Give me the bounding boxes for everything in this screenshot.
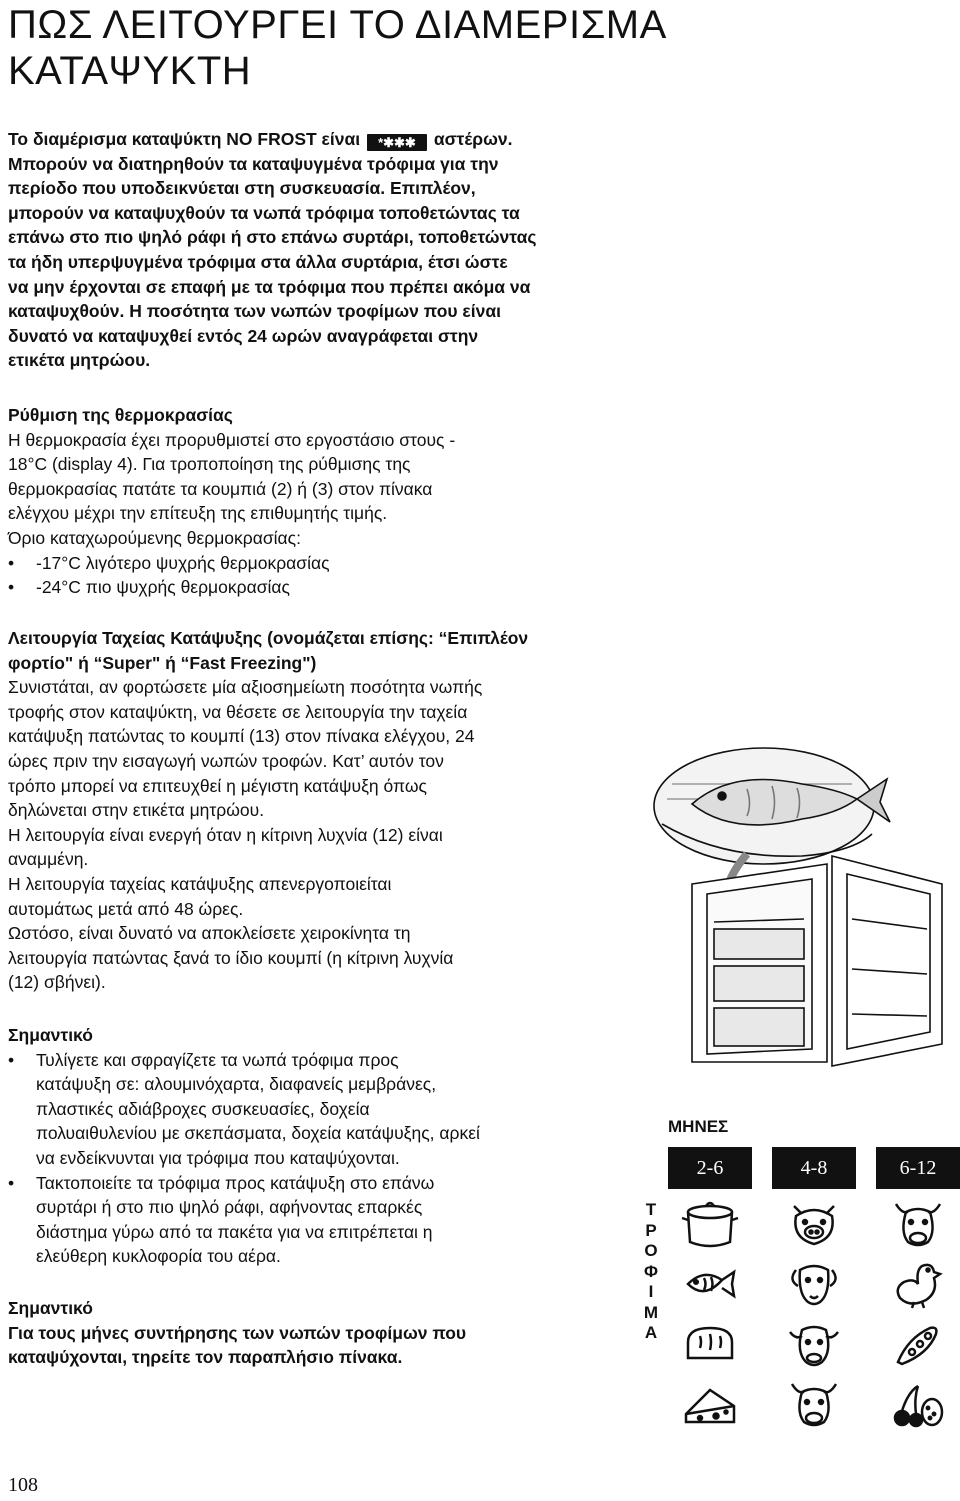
fast-freeze-line: Η λειτουργία ταχείας κατάψυξης απενεργοποιείται (8, 873, 392, 894)
page-number: 108 (8, 1474, 38, 1496)
sheep-head-icon (784, 1258, 844, 1310)
important-section-2 (8, 1296, 638, 1370)
intro-line: Μπορούν να διατηρηθούν τα καταψυγμένα τρόφιμα για την (8, 153, 499, 174)
bullet-line: πλαστικές αδιάβροχες συσκευασίες, δοχεία (36, 1098, 370, 1119)
intro-line: επάνω στο πιο ψηλό ράφι ή στο επάνω συρτάρι, τοποθετώντας (8, 227, 537, 248)
page-title (8, 2, 667, 94)
chicken-icon (888, 1258, 948, 1310)
fast-freeze-line: λειτουργία πατώντας ξανά το ίδιο κουμπί (η κίτρινη λυχνία (8, 947, 454, 968)
intro-line: μπορούν να καταψυχθούν τα νωπά τρόφιμα τοποθετώντας τα (8, 202, 520, 223)
intro-line: να μην έρχονται σε επαφή με τα τρόφιμα που πρέπει ακόμα να (8, 276, 531, 297)
bullet-line: • Τακτοποιείτε τα τρόφιμα προς κατάψυξη στο επάνω (36, 1172, 435, 1193)
vegetables-icon (888, 1318, 948, 1370)
fast-freeze-line: Η λειτουργία είναι ενεργή όταν η κίτρινη λυχνία (12) είναι (8, 824, 443, 845)
intro-text-before-icon: Το διαμέρισμα καταψύκτη NO FROST είναι (8, 129, 361, 149)
fast-freeze-line: Ωστόσο, είναι δυνατό να αποκλείσετε χειροκίνητα τη (8, 923, 411, 944)
fast-freeze-line: δηλώνεται στην ετικέτα μητρώου. (8, 800, 265, 821)
important-line: Για τους μήνες συντήρησης των νωπών τροφίμων που (8, 1322, 467, 1343)
intro-paragraph (8, 127, 638, 373)
title-line-2: ΚΑΤΑΨΥΚΤΗ (8, 49, 252, 93)
fast-freeze-line: αναμμένη. (8, 849, 89, 870)
letter: Ι (648, 1282, 654, 1301)
letter: Ρ (645, 1220, 657, 1240)
temperature-line: Όριο καταχωρούμενης θερμοκρασίας: (8, 527, 301, 548)
important-line: καταψύχονται, τηρείτε τον παραπλήσιο πίνακα. (8, 1347, 403, 1368)
list-item: • -24°C πιο ψυχρής θερμοκρασίας (8, 575, 638, 600)
temperature-bullets (8, 551, 638, 600)
letter: Μ (643, 1302, 659, 1322)
letter: Α (644, 1323, 658, 1342)
temperature-section (8, 403, 638, 600)
fast-freeze-line: αυτομάτως μετά από 48 ώρες. (8, 898, 244, 919)
fast-freeze-line: τροφής στον καταψύκτη, να θέσετε σε λειτουργία την ταχεία (8, 701, 468, 722)
temperature-heading: Ρύθμιση της θερμοκρασίας (8, 405, 233, 425)
temperature-line: ελέγχου μέχρι την επίτευξη της επιθυμητής τιμής. (8, 503, 388, 524)
cow-head-icon (888, 1198, 948, 1250)
intro-text-after-icon: αστέρων. (428, 129, 513, 149)
letter: Τ (645, 1200, 657, 1219)
bread-icon (680, 1318, 740, 1370)
bullet-line: διάστημα γύρω από τα πακέτα για να επιτρέπεται η (36, 1221, 433, 1242)
letter: Ο (644, 1241, 658, 1260)
important-heading: Σημαντικό (8, 1298, 93, 1318)
fast-freeze-heading-line: Λειτουργία Ταχείας Κατάψυξης (ονομάζεται επίσης: “Επιπλέον (8, 628, 529, 648)
fast-freeze-heading-line: φορτίο" ή “Super" ή “Fast Freezing") (8, 652, 317, 673)
soup-pot-icon (680, 1198, 740, 1250)
fast-freeze-line: κατάψυξη πατώντας το κουμπί (13) στον πίνακα ελέγχου, 24 (8, 726, 475, 747)
cheese-icon (680, 1378, 740, 1430)
bullet-line: συρτάρι ή στο πιο ψηλό ράφι, αφήνοντας επαρκές (36, 1197, 423, 1218)
month-header-6-12: 6-12 (876, 1147, 960, 1189)
fast-freeze-section (8, 626, 638, 995)
bullet-line: πολυαιθυλενίου με σκεπάσματα, δοχεία κατάψυξης, αρκεί (36, 1123, 480, 1144)
important-section-1 (8, 1023, 638, 1269)
bullet-line: κατάψυξη σε: αλουμινόχαρτα, διαφανείς μεμβράνες, (36, 1074, 437, 1095)
fast-freeze-line: ώρες πριν την εισαγωγή νωπών τροφών. Κατ’ αυτόν τον (8, 750, 444, 771)
intro-line: δυνατό να καταψυχθεί εντός 24 ωρών αναγράφεται στην (8, 325, 479, 346)
fast-freeze-line: (12) σβήνει). (8, 972, 106, 993)
important-heading: Σημαντικό (8, 1025, 93, 1045)
list-item (8, 1048, 638, 1171)
fridge-fish-illustration (652, 744, 952, 1069)
list-item: • -17°C λιγότερο ψυχρής θερμοκρασίας (8, 551, 638, 576)
bullet-line: • Τυλίγετε και σφραγίζετε τα νωπά τρόφιμα προς (36, 1049, 399, 1070)
letter: Φ (644, 1261, 658, 1281)
bullet-line: να ενδείκνυνται για τρόφιμα που καταψύχονται. (36, 1147, 400, 1168)
cow-head-icon (784, 1378, 844, 1430)
fruit-icon (888, 1378, 948, 1430)
intro-line: περίοδο που υποδεικνύεται στη συσκευασία. Επιπλέον, (8, 178, 476, 199)
bullet-line: ελεύθερη κυκλοφορία του αέρα. (36, 1246, 281, 1267)
months-label: ΜΗΝΕΣ (668, 1117, 729, 1136)
fish-icon (680, 1258, 740, 1310)
freezer-star-rating-icon: *✱✱✱ (367, 134, 427, 151)
important-bullets (8, 1048, 638, 1269)
list-item (8, 1171, 638, 1269)
temperature-line: θερμοκρασίας πατάτε τα κουμπιά (2) ή (3) στον πίνακα (8, 478, 433, 499)
month-header-2-6: 2-6 (668, 1147, 752, 1189)
intro-line: τα ήδη υπερψυγμένα τρόφιμα στα άλλα συρτάρια, έτσι ώστε (8, 251, 508, 272)
intro-line: ετικέτα μητρώου. (8, 350, 151, 371)
food-vertical-label (640, 1200, 662, 1344)
month-header-4-8: 4-8 (772, 1147, 856, 1189)
title-line-1: ΠΩΣ ΛΕΙΤΟΥΡΓΕΙ ΤΟ ΔΙΑΜΕΡΙΣΜΑ (8, 3, 667, 47)
fast-freeze-line: τρόπο μπορεί να επιτευχθεί η μέγιστη κατάψυξη όπως (8, 775, 427, 796)
intro-line: καταψυχθούν. Η ποσότητα των νωπών τροφίμων που είναι (8, 301, 501, 322)
temperature-line: Η θερμοκρασία έχει προρυθμιστεί στο εργοστάσιο στους - (8, 429, 456, 450)
calf-head-icon (784, 1318, 844, 1370)
pig-head-icon (784, 1198, 844, 1250)
fast-freeze-line: Συνιστάται, αν φορτώσετε μία αξιοσημείωτη ποσότητα νωπής (8, 677, 483, 698)
temperature-line: 18°C (display 4). Για τροποποίηση της ρύθμισης της (8, 454, 411, 475)
